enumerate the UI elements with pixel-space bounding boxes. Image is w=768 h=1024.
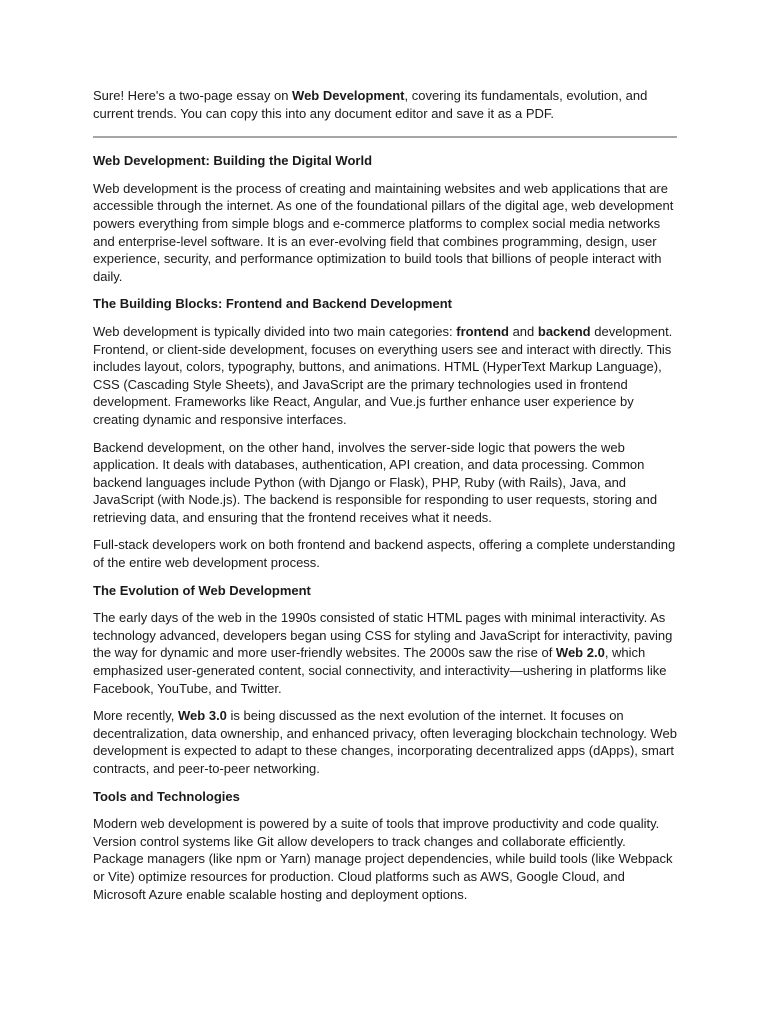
body-paragraph: More recently, Web 3.0 is being discussed as the next evolution of the internet. It focuses on decentralization, data ownership, and enhanced privacy, often leveraging blockchain technology. Web development is expected to adapt to these changes, incorporating decentralized apps (dApps), smart contracts, and peer-to-peer networking. xyxy=(93,708,677,776)
body-paragraph: Backend development, on the other hand, involves the server-side logic that powers the web application. It deals with databases, authentication, API creation, and data processing. Common backend languages include Python (with Django or Flask), PHP, Ruby (with Rails), Java, and JavaScript (with Node.js). The backend is responsible for responding to user requests, storing and retrieving data, and ensuring that the frontend receives what it needs. xyxy=(93,439,658,525)
horizontal-divider xyxy=(93,136,677,138)
body-paragraph: Full-stack developers work on both frontend and backend aspects, offering a complete understanding of the entire web development process. xyxy=(93,537,676,571)
body-paragraph: Modern web development is powered by a suite of tools that improve productivity and code quality. Version control systems like Git allow developers to track changes and collaborate efficiently. Package managers (like npm or Yarn) manage project dependencies, while build tools (like Webpack or Vite) optimize resources for production. Cloud platforms such as AWS, Google Cloud, and Microsoft Azure enable scalable hosting and deployment options. xyxy=(93,816,673,902)
section-heading: The Evolution of Web Development xyxy=(93,582,311,598)
section-heading: Tools and Technologies xyxy=(93,788,240,804)
document-body xyxy=(93,87,677,913)
body-paragraph: Web development is the process of creating and maintaining websites and web applications that are accessible through the internet. As one of the foundational pillars of the digital age, web development powers everything from simple blogs and e-commerce platforms to complex social media networks and enterprise-level software. It is an ever-evolving field that combines programming, design, user experience, security, and performance optimization to build tools that billions of people interact with daily. xyxy=(93,180,674,284)
section-heading: The Building Blocks: Frontend and Backend Development xyxy=(93,296,452,312)
intro-paragraph: Sure! Here's a two-page essay on Web Development, covering its fundamentals, evolution, and current trends. You can copy this into any document editor and save it as a PDF. xyxy=(93,88,648,121)
intro-bold-term: Web Development xyxy=(292,88,405,103)
body-paragraph: The early days of the web in the 1990s consisted of static HTML pages with minimal interactivity. As technology advanced, developers began using CSS for styling and JavaScript for interactivity, paving the way for dynamic and more user-friendly websites. The 2000s saw the rise of Web 2.0, which emphasized user-generated content, social connectivity, and interactivity—ushering in platforms like Facebook, YouTube, and Twitter. xyxy=(93,610,673,696)
essay-title: Web Development: Building the Digital World xyxy=(93,153,373,169)
body-paragraph: Web development is typically divided into two main categories: frontend and backend development. Frontend, or client-side development, focuses on everything users see and interact with directly. This includes layout, colors, typography, buttons, and animations. HTML (HyperText Markup Language), CSS (Cascading Style Sheets), and JavaScript are the primary technologies used in frontend development. Frameworks like React, Angular, and Vue.js further enhance user experience by creating dynamic and responsive interfaces. xyxy=(93,323,673,427)
